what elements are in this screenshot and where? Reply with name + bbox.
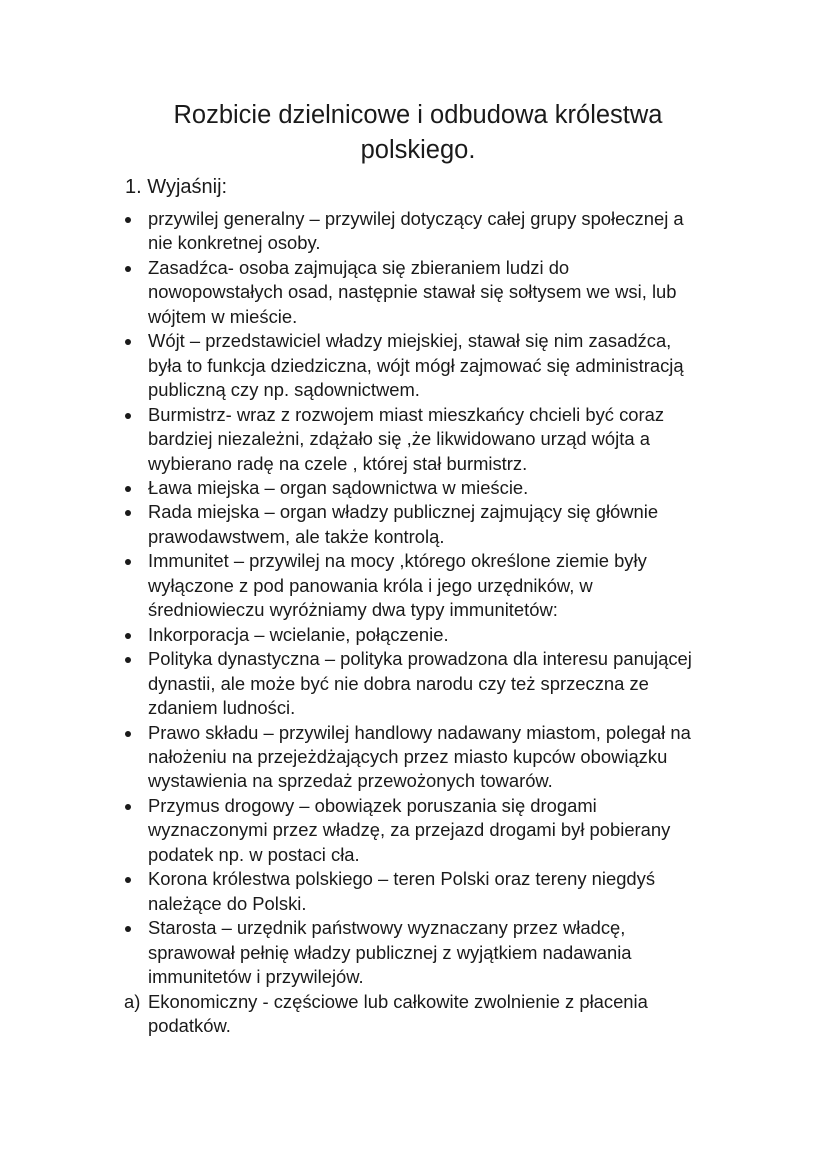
bullet-icon — [125, 633, 131, 639]
definition-list — [0, 207, 828, 1038]
item-text-line: wójtem w mieście. — [148, 305, 298, 327]
bullet-icon — [125, 413, 131, 419]
item-text-line: Ekonomiczny - częściowe lub całkowite zwolnienie z płacenia — [148, 990, 648, 1012]
item-text-line: średniowieczu wyróżniamy dwa typy immunitetów: — [148, 599, 558, 621]
bullet-icon — [125, 266, 131, 272]
list-item — [0, 990, 828, 1039]
item-text-line: Inkorporacja – wcielanie, połączenie. — [148, 623, 449, 645]
list-item — [0, 794, 828, 867]
document-title — [0, 98, 828, 168]
item-text-line: Rada miejska – organ władzy publicznej zajmujący się głównie — [148, 501, 659, 523]
item-text-line: nowopowstałych osad, następnie stawał się sołtysem we wsi, lub — [148, 281, 677, 303]
list-item — [0, 476, 828, 500]
item-text-line: Burmistrz- wraz z rozwojem miast mieszkańcy chcieli być coraz — [148, 403, 665, 425]
section-heading: 1. Wyjaśnij: — [125, 176, 228, 198]
bullet-icon — [125, 217, 131, 223]
list-item — [0, 207, 828, 256]
bullet-icon — [125, 731, 131, 737]
item-text-line: Prawo składu – przywilej handlowy nadawany miastom, polegał na — [148, 721, 691, 743]
list-item — [0, 721, 828, 794]
bullet-icon — [125, 339, 131, 345]
item-text-line: przywilej generalny – przywilej dotyczący całej grupy społecznej a — [148, 208, 684, 229]
item-text-line: wyznaczonymi przez władzę, za przejazd drogami był pobierany — [148, 819, 671, 841]
list-item — [0, 329, 828, 402]
item-text-line: Zasadźca- osoba zajmująca się zbieraniem ludzi do — [148, 256, 570, 278]
item-text-line: nie konkretnej osoby. — [148, 232, 321, 254]
item-text-line: nałożeniu na przejeżdżających przez miasto kupców obowiązku — [148, 745, 668, 767]
list-item — [0, 403, 828, 476]
bullet-icon — [125, 926, 131, 932]
list-item — [0, 549, 828, 622]
bullet-icon — [125, 804, 131, 810]
item-text-line: podatków. — [148, 1014, 231, 1036]
item-text-line: podatek np. w postaci cła. — [148, 843, 360, 865]
item-text-line: Przymus drogowy – obowiązek poruszania się drogami — [148, 794, 597, 816]
item-text-line: dynastii, ale może być nie dobra narodu czy też sprzeczna ze — [148, 672, 649, 694]
item-text-line: zdaniem ludności. — [148, 697, 296, 719]
item-text-line: publiczną czy np. sądownictwem. — [148, 379, 420, 401]
item-text-line: Starosta – urzędnik państwowy wyznaczany przez władcę, — [148, 917, 626, 939]
item-text-line: Korona królestwa polskiego – teren Polski oraz tereny niegdyś — [148, 868, 656, 890]
list-item — [0, 867, 828, 916]
title-line: polskiego. — [360, 136, 476, 164]
bullet-icon — [125, 657, 131, 663]
item-text-line: immunitetów i przywilejów. — [148, 966, 364, 988]
item-text-line: należące do Polski. — [148, 892, 307, 914]
item-text-line: wybierano radę na czele , której stał burmistrz. — [148, 452, 528, 474]
list-item — [0, 500, 828, 549]
bullet-icon — [125, 510, 131, 516]
item-text-line: bardziej niezależni, zdążało się ,że likwidowano urząd wójta a — [148, 428, 650, 450]
list-item — [0, 623, 828, 647]
bullet-icon — [125, 877, 131, 883]
item-text-line: Wójt – przedstawiciel władzy miejskiej, stawał się nim zasadźca, — [148, 330, 672, 352]
item-text-line: Polityka dynastyczna – polityka prowadzona dla interesu panującej — [148, 648, 692, 670]
item-text-line: Immunitet – przywilej na mocy ,którego określone ziemie były — [148, 550, 647, 572]
item-text-line: wystawienia na sprzedaż przewożonych towarów. — [148, 770, 553, 792]
item-text-line: Ława miejska – organ sądownictwa w mieście. — [148, 476, 529, 498]
bullet-icon — [125, 486, 131, 492]
list-item — [0, 647, 828, 720]
list-marker: a) — [124, 990, 141, 1012]
item-text-line: prawodawstwem, ale także kontrolą. — [148, 525, 445, 547]
list-item — [0, 256, 828, 329]
item-text-line: wyłączone z pod panowania króla i jego urzędników, w — [148, 574, 593, 596]
item-text-line: była to funkcja dziedziczna, wójt mógł zajmować się administracją — [148, 354, 684, 376]
item-text-line: sprawował pełnię władzy publicznej z wyjątkiem nadawania — [148, 941, 632, 963]
bullet-icon — [125, 559, 131, 565]
list-item — [0, 916, 828, 989]
title-line: Rozbicie dzielnicowe i odbudowa królestwa — [173, 101, 663, 129]
